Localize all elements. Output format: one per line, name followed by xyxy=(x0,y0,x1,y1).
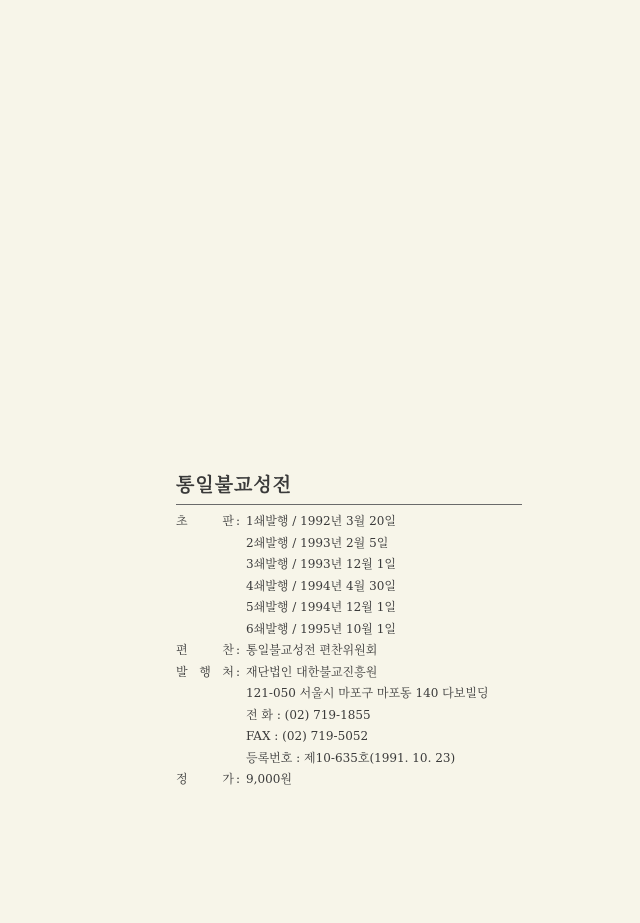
phone-row xyxy=(176,705,526,727)
label-colon: : xyxy=(236,643,241,657)
printing-row xyxy=(176,533,526,555)
price-label: 정 가 xyxy=(176,772,234,786)
registration-number: 등록번호 : 제10-635호(1991. 10. 23) xyxy=(246,750,456,765)
publication-details xyxy=(176,511,526,791)
publisher-fax: FAX : (02) 719-5052 xyxy=(246,729,369,743)
colophon xyxy=(176,470,526,791)
editor-row xyxy=(176,640,526,662)
printing-row xyxy=(176,511,526,533)
title-divider xyxy=(176,504,522,505)
printing-4: 4쇄발행 / 1994년 4월 30일 xyxy=(246,578,396,593)
publisher-address: 121-050 서울시 마포구 마포동 140 다보빌딩 xyxy=(246,686,489,700)
publisher-phone: 전 화 : (02) 719-1855 xyxy=(246,707,371,722)
printing-row xyxy=(176,554,526,576)
printing-3: 3쇄발행 / 1993년 12월 1일 xyxy=(246,557,396,571)
printing-row xyxy=(176,619,526,641)
label-colon: : xyxy=(236,514,241,528)
publisher-label: 발 행 처 xyxy=(176,664,234,679)
printing-row xyxy=(176,597,526,619)
printing-6: 6쇄발행 / 1995년 10월 1일 xyxy=(246,621,396,636)
editor-label: 편 찬 xyxy=(176,643,234,657)
label-colon: : xyxy=(236,664,241,679)
publisher-row xyxy=(176,662,526,684)
editor-value: 통일불교성전 편찬위원회 xyxy=(246,643,378,657)
price-row xyxy=(176,769,526,791)
fax-row xyxy=(176,726,526,748)
printing-2: 2쇄발행 / 1993년 2월 5일 xyxy=(246,535,389,550)
printing-5: 5쇄발행 / 1994년 12월 1일 xyxy=(246,600,396,614)
book-title: 통일불교성전 xyxy=(176,474,293,496)
printing-row xyxy=(176,576,526,598)
price-value: 9,000원 xyxy=(246,772,292,786)
publisher-value: 재단법인 대한불교진흥원 xyxy=(246,664,378,679)
address-row xyxy=(176,683,526,705)
first-edition-label: 초 판 xyxy=(176,514,234,528)
label-colon: : xyxy=(236,772,241,786)
registration-row xyxy=(176,748,526,770)
printing-1: 1쇄발행 / 1992년 3월 20일 xyxy=(246,514,396,528)
